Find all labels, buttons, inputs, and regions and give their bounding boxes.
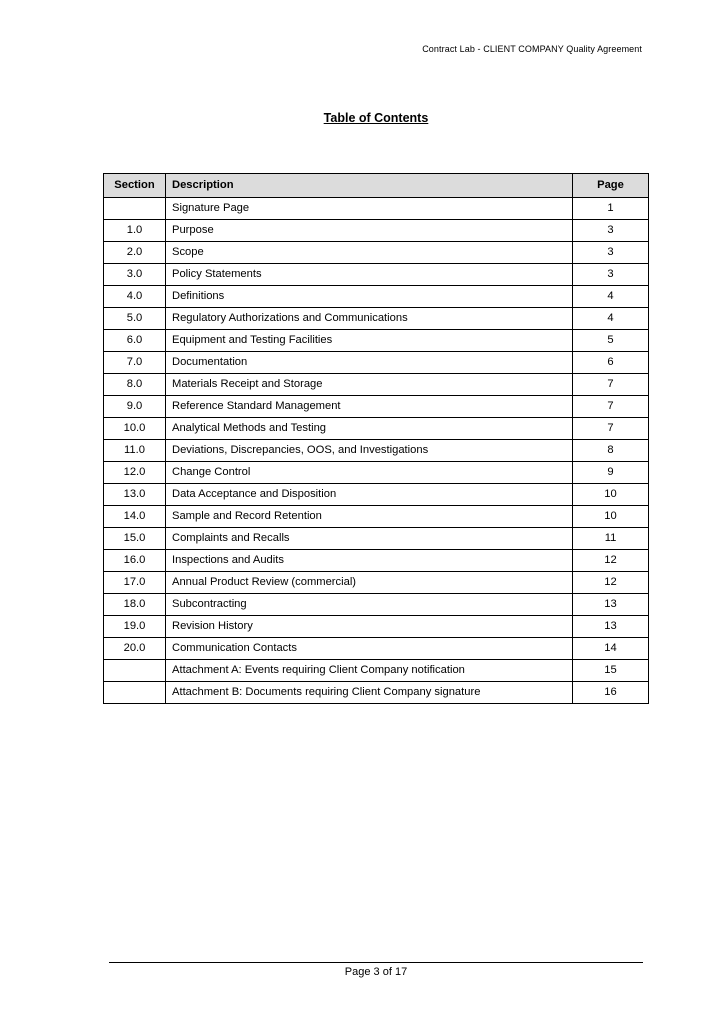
row-page-number: 1 [573,198,649,220]
row-section-number: 1.0 [104,220,166,242]
row-description: Subcontracting [166,594,573,616]
row-section-number: 9.0 [104,396,166,418]
table-row [104,638,649,660]
table-row [104,484,649,506]
toc-table [103,173,649,704]
table-row [104,616,649,638]
table-row [104,220,649,242]
row-page-number: 13 [573,616,649,638]
row-section-number: 13.0 [104,484,166,506]
row-page-number: 12 [573,550,649,572]
table-row [104,660,649,682]
row-section-number: 4.0 [104,286,166,308]
row-section-number: 2.0 [104,242,166,264]
toc-header-row [104,174,649,198]
table-row [104,352,649,374]
row-description: Signature Page [166,198,573,220]
row-section-number: 17.0 [104,572,166,594]
row-section-number: 7.0 [104,352,166,374]
row-description: Definitions [166,286,573,308]
table-row [104,506,649,528]
table-row [104,308,649,330]
toc-body [104,198,649,704]
table-row [104,550,649,572]
row-description: Scope [166,242,573,264]
row-page-number: 16 [573,682,649,704]
row-description: Equipment and Testing Facilities [166,330,573,352]
row-description: Regulatory Authorizations and Communications [166,308,573,330]
row-description: Attachment B: Documents requiring Client Company signature [166,682,573,704]
row-page-number: 11 [573,528,649,550]
table-row [104,462,649,484]
row-page-number: 3 [573,264,649,286]
row-section-number: 6.0 [104,330,166,352]
row-description: Attachment A: Events requiring Client Company notification [166,660,573,682]
row-description: Complaints and Recalls [166,528,573,550]
table-row [104,682,649,704]
row-page-number: 7 [573,418,649,440]
row-description: Documentation [166,352,573,374]
row-page-number: 5 [573,330,649,352]
row-page-number: 9 [573,462,649,484]
row-section-number: 8.0 [104,374,166,396]
table-row [104,440,649,462]
row-description: Inspections and Audits [166,550,573,572]
row-section-number: 3.0 [104,264,166,286]
row-description: Communication Contacts [166,638,573,660]
column-header-page: Page [573,174,649,198]
table-row [104,594,649,616]
row-description: Annual Product Review (commercial) [166,572,573,594]
row-section-number: 14.0 [104,506,166,528]
row-section-number: 19.0 [104,616,166,638]
table-row [104,264,649,286]
row-page-number: 14 [573,638,649,660]
table-row [104,374,649,396]
row-page-number: 6 [573,352,649,374]
table-row [104,528,649,550]
row-description: Revision History [166,616,573,638]
row-section-number: 15.0 [104,528,166,550]
table-row [104,242,649,264]
table-row [104,418,649,440]
page-number: Page 3 of 17 [344,966,408,978]
row-description: Purpose [166,220,573,242]
row-page-number: 8 [573,440,649,462]
row-page-number: 4 [573,286,649,308]
row-page-number: 10 [573,484,649,506]
row-section-number: 12.0 [104,462,166,484]
row-description: Change Control [166,462,573,484]
table-row [104,330,649,352]
row-section-number: 20.0 [104,638,166,660]
row-section-number: 18.0 [104,594,166,616]
row-page-number: 7 [573,374,649,396]
row-page-number: 4 [573,308,649,330]
row-description: Deviations, Discrepancies, OOS, and Investigations [166,440,573,462]
toc-title: Table of Contents [323,111,429,125]
row-page-number: 10 [573,506,649,528]
column-header-section: Section [104,174,166,198]
row-description: Sample and Record Retention [166,506,573,528]
table-row [104,198,649,220]
footer-divider [109,962,643,963]
table-row [104,572,649,594]
row-section-number: 10.0 [104,418,166,440]
row-section-number [104,198,166,220]
column-header-description: Description [166,174,573,198]
row-description: Policy Statements [166,264,573,286]
row-section-number: 16.0 [104,550,166,572]
row-section-number: 11.0 [104,440,166,462]
row-page-number: 15 [573,660,649,682]
row-section-number: 5.0 [104,308,166,330]
table-row [104,396,649,418]
table-row [104,286,649,308]
row-page-number: 12 [573,572,649,594]
row-description: Data Acceptance and Disposition [166,484,573,506]
row-description: Analytical Methods and Testing [166,418,573,440]
row-section-number [104,682,166,704]
running-header: Contract Lab - CLIENT COMPANY Quality Agreement [422,44,642,54]
row-description: Reference Standard Management [166,396,573,418]
row-page-number: 7 [573,396,649,418]
row-page-number: 3 [573,220,649,242]
row-section-number [104,660,166,682]
row-page-number: 13 [573,594,649,616]
row-page-number: 3 [573,242,649,264]
row-description: Materials Receipt and Storage [166,374,573,396]
